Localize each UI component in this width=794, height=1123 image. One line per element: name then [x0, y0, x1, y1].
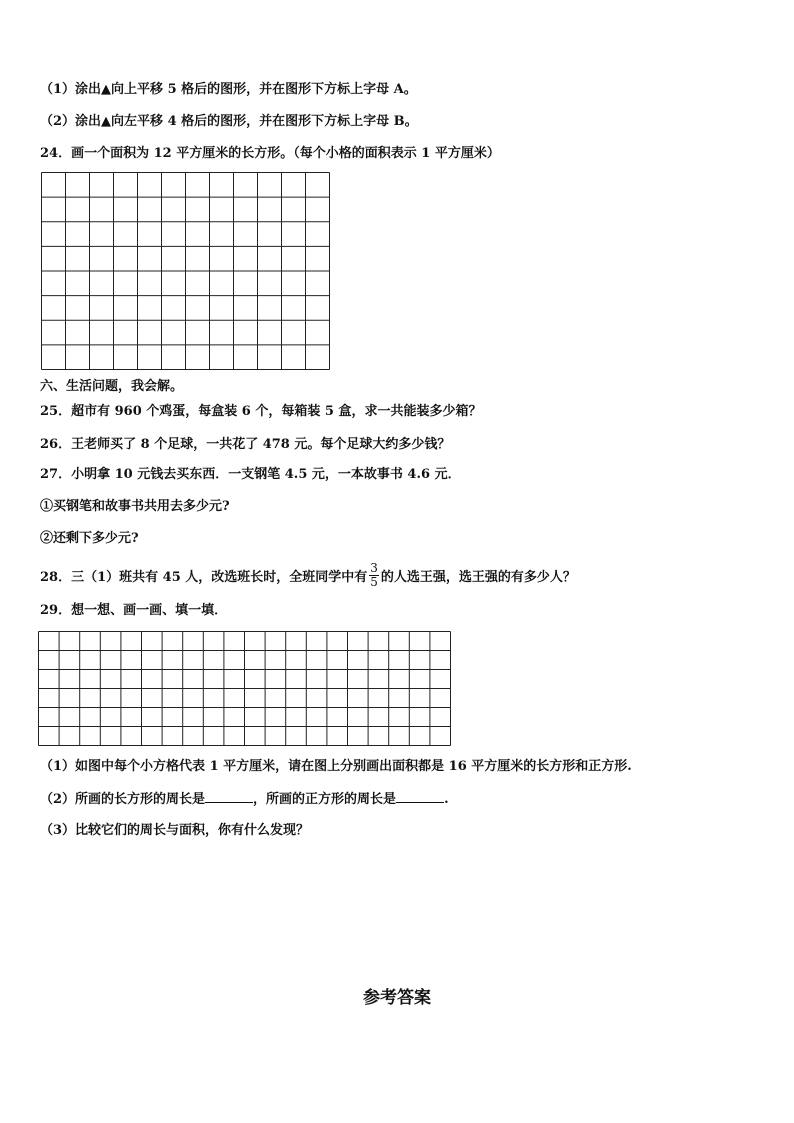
q28-question — [40, 561, 576, 591]
section-six-heading: 六、生活问题，我会解。 — [40, 379, 184, 394]
q28-text-before: 28．三（1）班共有 45 人，改选班长时，全班同学中有 — [40, 570, 368, 585]
q29-part1: （1）如图中每个小方格代表 1 平方厘米，请在图上分别画出面积都是 16 平方厘米的长方形和正方形. — [40, 759, 632, 774]
q29-square-grid — [38, 631, 451, 746]
q24-square-grid — [41, 172, 330, 370]
q29-part2-text-c: . — [444, 792, 449, 807]
answers-title: 参考答案 — [363, 988, 431, 1008]
square-perimeter-blank[interactable] — [396, 790, 444, 803]
q23-part1: （1）涂出▲向上平移 5 格后的图形，并在图形下方标上字母 A。 — [40, 82, 417, 97]
q23-part2: （2）涂出▲向左平移 4 格后的图形，并在图形下方标上字母 B。 — [40, 114, 418, 129]
q27-sub2: ②还剩下多少元? — [40, 531, 139, 546]
q29-part3: （3）比较它们的周长与面积，你有什么发现？ — [40, 823, 310, 838]
q29-question: 29．想一想、画一画、填一填． — [40, 603, 228, 618]
q29-part2 — [40, 790, 449, 809]
q28-text-after: 的人选王强，选王强的有多少人？ — [380, 570, 576, 585]
q26-question: 26．王老师买了 8 个足球，一共花了 478 元。每个足球大约多少钱？ — [40, 437, 451, 452]
q27-question: 27．小明拿 10 元钱去买东西．一支钢笔 4.5 元，一本故事书 4.6 元． — [40, 467, 461, 482]
q29-part2-text-b: ，所画的正方形的周长是 — [253, 792, 397, 807]
q24-question: 24．画一个面积为 12 平方厘米的长方形。（每个小格的面积表示 1 平方厘米） — [40, 146, 500, 161]
fraction-denominator: 5 — [370, 575, 378, 589]
q25-question: 25．超市有 960 个鸡蛋，每盒装 6 个，每箱装 5 盒，求一共能装多少箱？ — [40, 404, 482, 419]
fraction-numerator: 3 — [370, 561, 378, 575]
rectangle-perimeter-blank[interactable] — [205, 790, 253, 803]
q28-fraction — [369, 562, 379, 589]
q29-part2-text-a: （2）所画的长方形的周长是 — [40, 792, 206, 807]
q27-sub1: ①买钢笔和故事书共用去多少元? — [40, 499, 230, 514]
